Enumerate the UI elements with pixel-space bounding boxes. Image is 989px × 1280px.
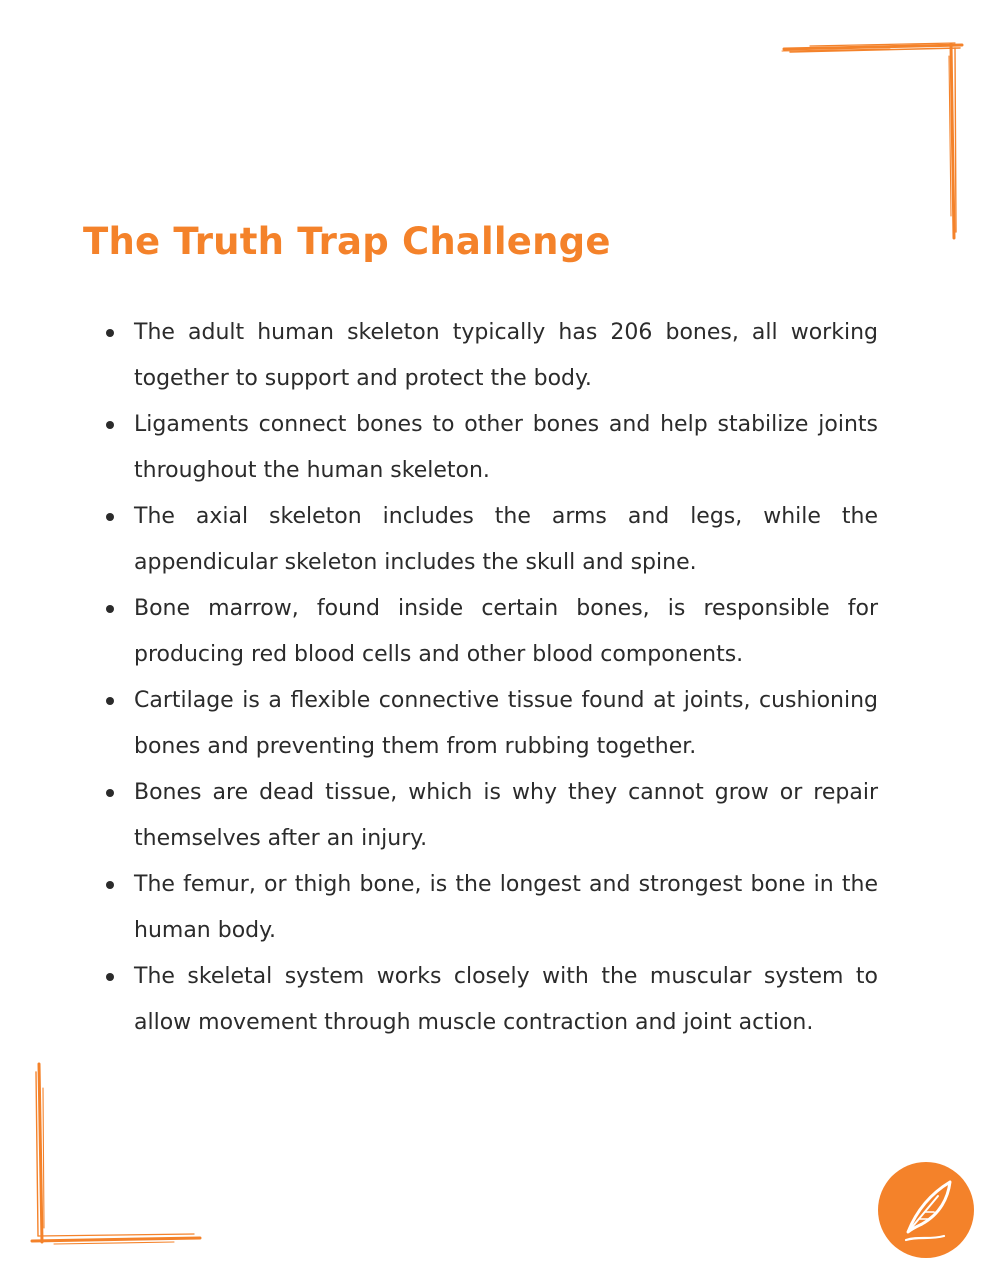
bullet-icon: [106, 697, 114, 705]
fact-text: The adult human skeleton typically has 206 bones, all working together to support and protect the body.: [134, 320, 878, 391]
fact-list: [104, 310, 878, 1046]
list-item: [104, 586, 878, 678]
list-item: [104, 862, 878, 954]
list-item: [104, 494, 878, 586]
list-item: [104, 678, 878, 770]
list-item: [104, 954, 878, 1046]
list-item: [104, 310, 878, 402]
bullet-icon: [106, 973, 114, 981]
corner-frame-top-right: [770, 36, 970, 246]
fact-text: The femur, or thigh bone, is the longest and strongest bone in the human body.: [134, 872, 878, 943]
bullet-icon: [106, 421, 114, 429]
bullet-icon: [106, 881, 114, 889]
fact-text: The skeletal system works closely with the muscular system to allow movement through muscle contraction and joint action.: [134, 964, 878, 1035]
fact-text: Bone marrow, found inside certain bones, is responsible for producing red blood cells and other blood components.: [134, 596, 878, 667]
feather-quill-icon: [878, 1162, 974, 1258]
fact-text: Ligaments connect bones to other bones and help stabilize joints throughout the human skeleton.: [134, 412, 878, 483]
corner-frame-bottom-left: [24, 1058, 210, 1254]
fact-text: Cartilage is a flexible connective tissue found at joints, cushioning bones and preventing them from rubbing together.: [134, 688, 878, 759]
fact-text: Bones are dead tissue, which is why they cannot grow or repair themselves after an injury.: [134, 780, 878, 851]
fact-text: The axial skeleton includes the arms and legs, while the appendicular skeleton includes the skull and spine.: [134, 504, 878, 575]
list-item: [104, 402, 878, 494]
page-title: The Truth Trap Challenge: [83, 220, 611, 263]
list-item: [104, 770, 878, 862]
bullet-icon: [106, 513, 114, 521]
bullet-icon: [106, 605, 114, 613]
bullet-icon: [106, 329, 114, 337]
bullet-icon: [106, 789, 114, 797]
